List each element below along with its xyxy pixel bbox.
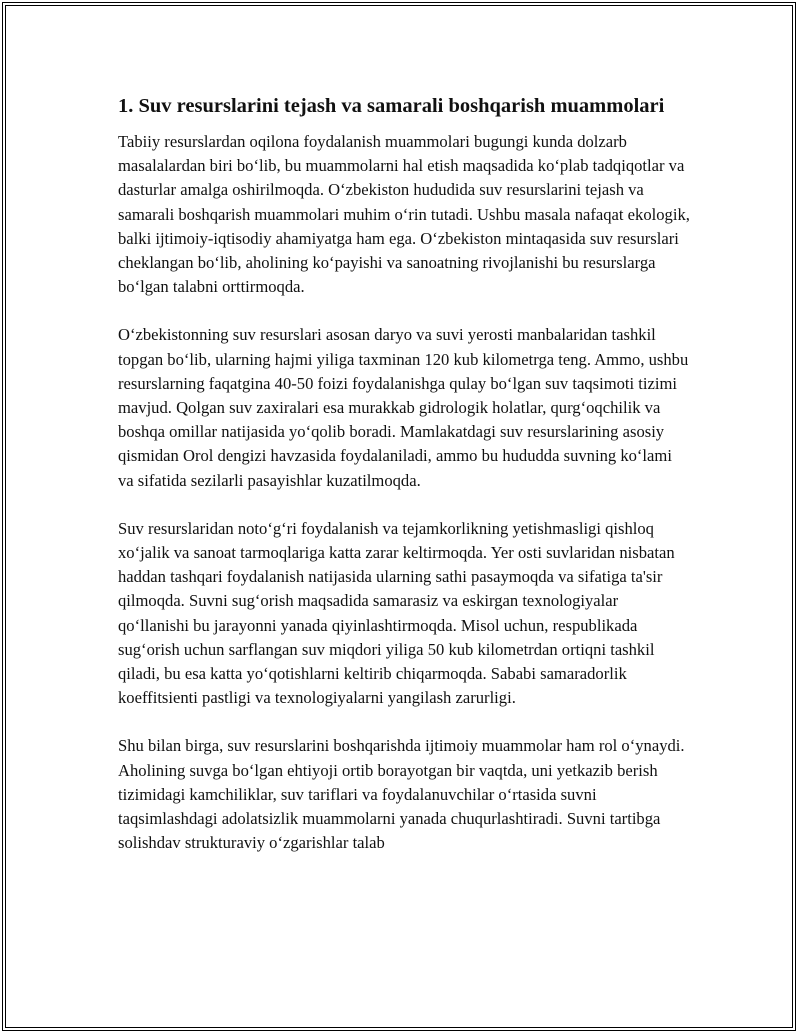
section-heading: 1. Suv resurslarini tejash va samarali boshqarish muammolari	[118, 95, 665, 117]
document-body	[118, 92, 690, 879]
paragraph-1: Tabiiy resurslardan oqilona foydalanish muammolari bugungi kunda dolzarb masalalardan biri bo‘lib, bu muammolarni hal etish maqsadida ko‘plab tadqiqotlar va dasturlar amalga oshirilmoqda. O‘zbekiston hududida suv resurslarini tejash va samarali boshqarish muammolari muhim o‘rin tutadi. Ushbu masala nafaqat ekologik, balki ijtimoiy-iqtisodiy ahamiyatga ham ega. O‘zbekiston mintaqasida suv resurslari cheklangan bo‘lib, aholining ko‘payishi va sanoatning rivojlanishi bu resurslarga bo‘lgan talabni orttirmoqda.	[118, 132, 690, 297]
paragraph-2: O‘zbekistonning suv resurslari asosan daryo va suvi yerosti manbalaridan tashkil topgan bo‘lib, ularning hajmi yiliga taxminan 120 kub kilometrga teng. Ammo, ushbu resurslarning faqatgina 40-50 foizi foydalanishga qulay bo‘lgan suv taqsimoti tizimi mavjud. Qolgan suv zaxiralari esa murakkab gidrologik holatlar, qurg‘oqchilik va boshqa omillar natijasida yo‘qolib boradi. Mamlakatdagi suv resurslarining asosiy qismidan Orol dengizi havzasida foydalaniladi, ammo bu hududda suvning ko‘lami va sifatida sezilarli pasayishlar kuzatilmoqda.	[118, 325, 689, 490]
paragraph-4: Shu bilan birga, suv resurslarini boshqarishda ijtimoiy muammolar ham rol o‘ynaydi. Aholining suvga bo‘lgan ehtiyoji ortib borayotgan bir vaqtda, uni yetkazib berish tizimidagi kamchiliklar, suv tariflari va foydalanuvchilar o‘rtasida suvni taqsimlashdagi adolatsizlik muammolarni yanada chuqurlashtiradi. Suvni tartibga solishdav strukturaviy o‘zgarishlar talab	[118, 736, 685, 853]
paragraph-3: Suv resurslaridan noto‘g‘ri foydalanish va tejamkorlikning yetishmasligi qishloq xo‘jalik va sanoat tarmoqlariga katta zarar keltirmoqda. Yer osti suvlaridan nisbatan haddan tashqari foydalanish natijasida ularning sathi pasaymoqda va sifatiga ta'sir qilmoqda. Suvni sug‘orish maqsadida samarasiz va eskirgan texnologiyalar qo‘llanishi bu jarayonni yanada qiyinlashtirmoqda. Misol uchun, respublikada sug‘orish uchun sarflangan suv miqdori yiliga 50 kub kilometrdan ortiqni tashkil qiladi, bu esa katta yo‘qotishlarni keltirib chiqarmoqda. Sababi samaradorlik koeffitsienti pastligi va texnologiyalarni yangilash zarurligi.	[118, 518, 675, 708]
